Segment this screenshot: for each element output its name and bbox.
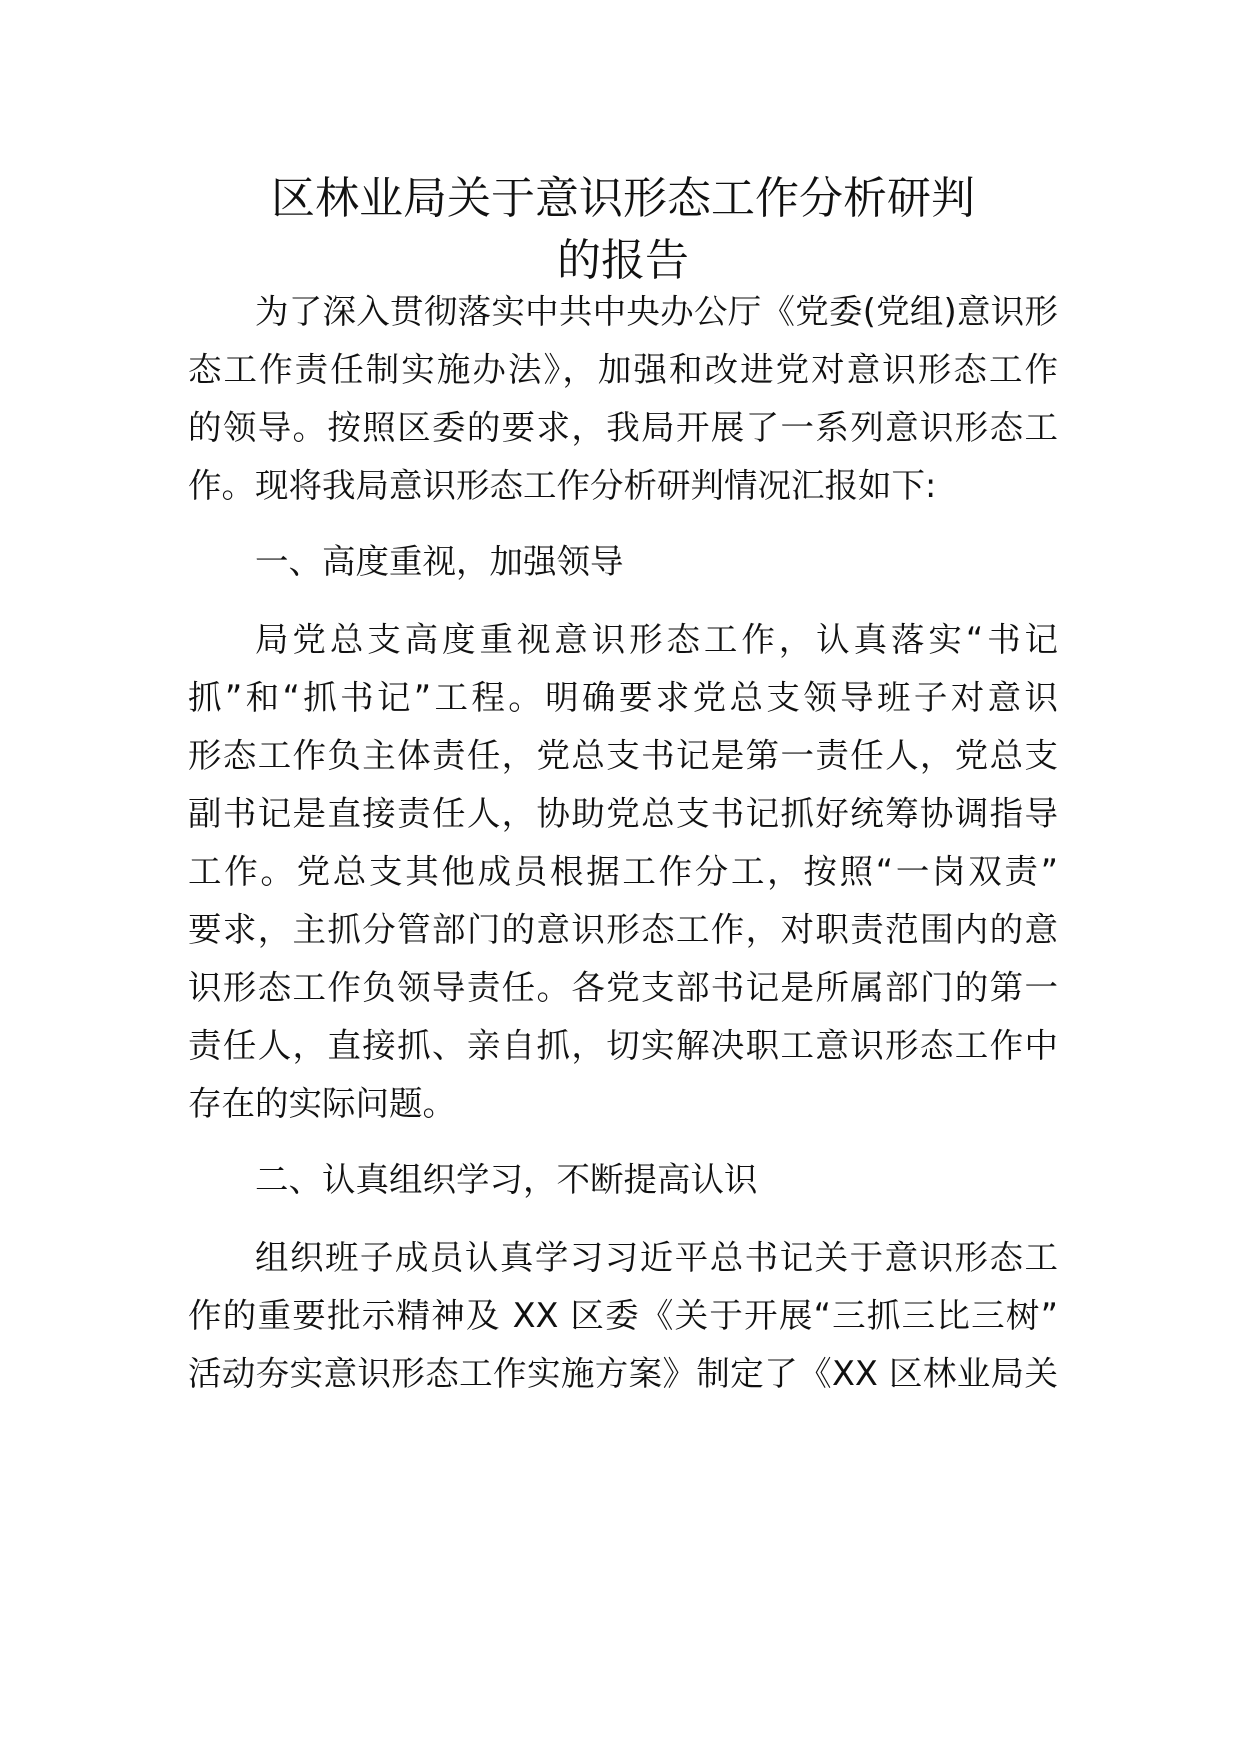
section1-paragraph-line: 工作。党总支其他成员根据工作分工，按照“一岗双责” [188,852,1058,891]
section1-paragraph-line: 要求，主抓分管部门的意识形态工作，对职责范围内的意 [188,910,1058,949]
section1-paragraph-line: 存在的实际问题。 [188,1084,456,1123]
section1-paragraph-line: 识形态工作负领导责任。各党支部书记是所属部门的第一 [188,968,1058,1007]
section1-paragraph-line: 局党总支高度重视意识形态工作，认真落实“书记 [255,620,1058,659]
section1-paragraph-line: 抓”和“抓书记”工程。明确要求党总支领导班子对意识 [188,678,1058,717]
document-title-line-2: 的报告 [557,235,689,286]
section-heading-2: 二、认真组织学习，不断提高认识 [255,1160,758,1199]
section1-paragraph-line: 形态工作负主体责任，党总支书记是第一责任人，党总支 [188,736,1058,775]
intro-paragraph-line: 态工作责任制实施办法》，加强和改进党对意识形态工作 [188,350,1058,389]
section2-paragraph-line: 组织班子成员认真学习习近平总书记关于意识形态工 [255,1238,1058,1277]
section-heading-1: 一、高度重视，加强领导 [255,542,624,581]
intro-paragraph-line: 的领导。按照区委的要求，我局开展了一系列意识形态工 [188,408,1058,447]
section2-paragraph-line: 作的重要批示精神及 XX 区委《关于开展“三抓三比三树” [188,1296,1058,1335]
section1-paragraph-line: 责任人，直接抓、亲自抓，切实解决职工意识形态工作中 [188,1026,1058,1065]
intro-paragraph-line: 为了深入贯彻落实中共中央办公厅《党委(党组)意识形 [255,292,1058,331]
document-title-line-1: 区林业局关于意识形态工作分析研判 [271,173,975,224]
intro-paragraph-line: 作。现将我局意识形态工作分析研判情况汇报如下: [188,466,937,505]
section1-paragraph-line: 副书记是直接责任人，协助党总支书记抓好统筹协调指导 [188,794,1058,833]
section2-paragraph-line: 活动夯实意识形态工作实施方案》制定了《XX 区林业局关 [188,1354,1058,1393]
